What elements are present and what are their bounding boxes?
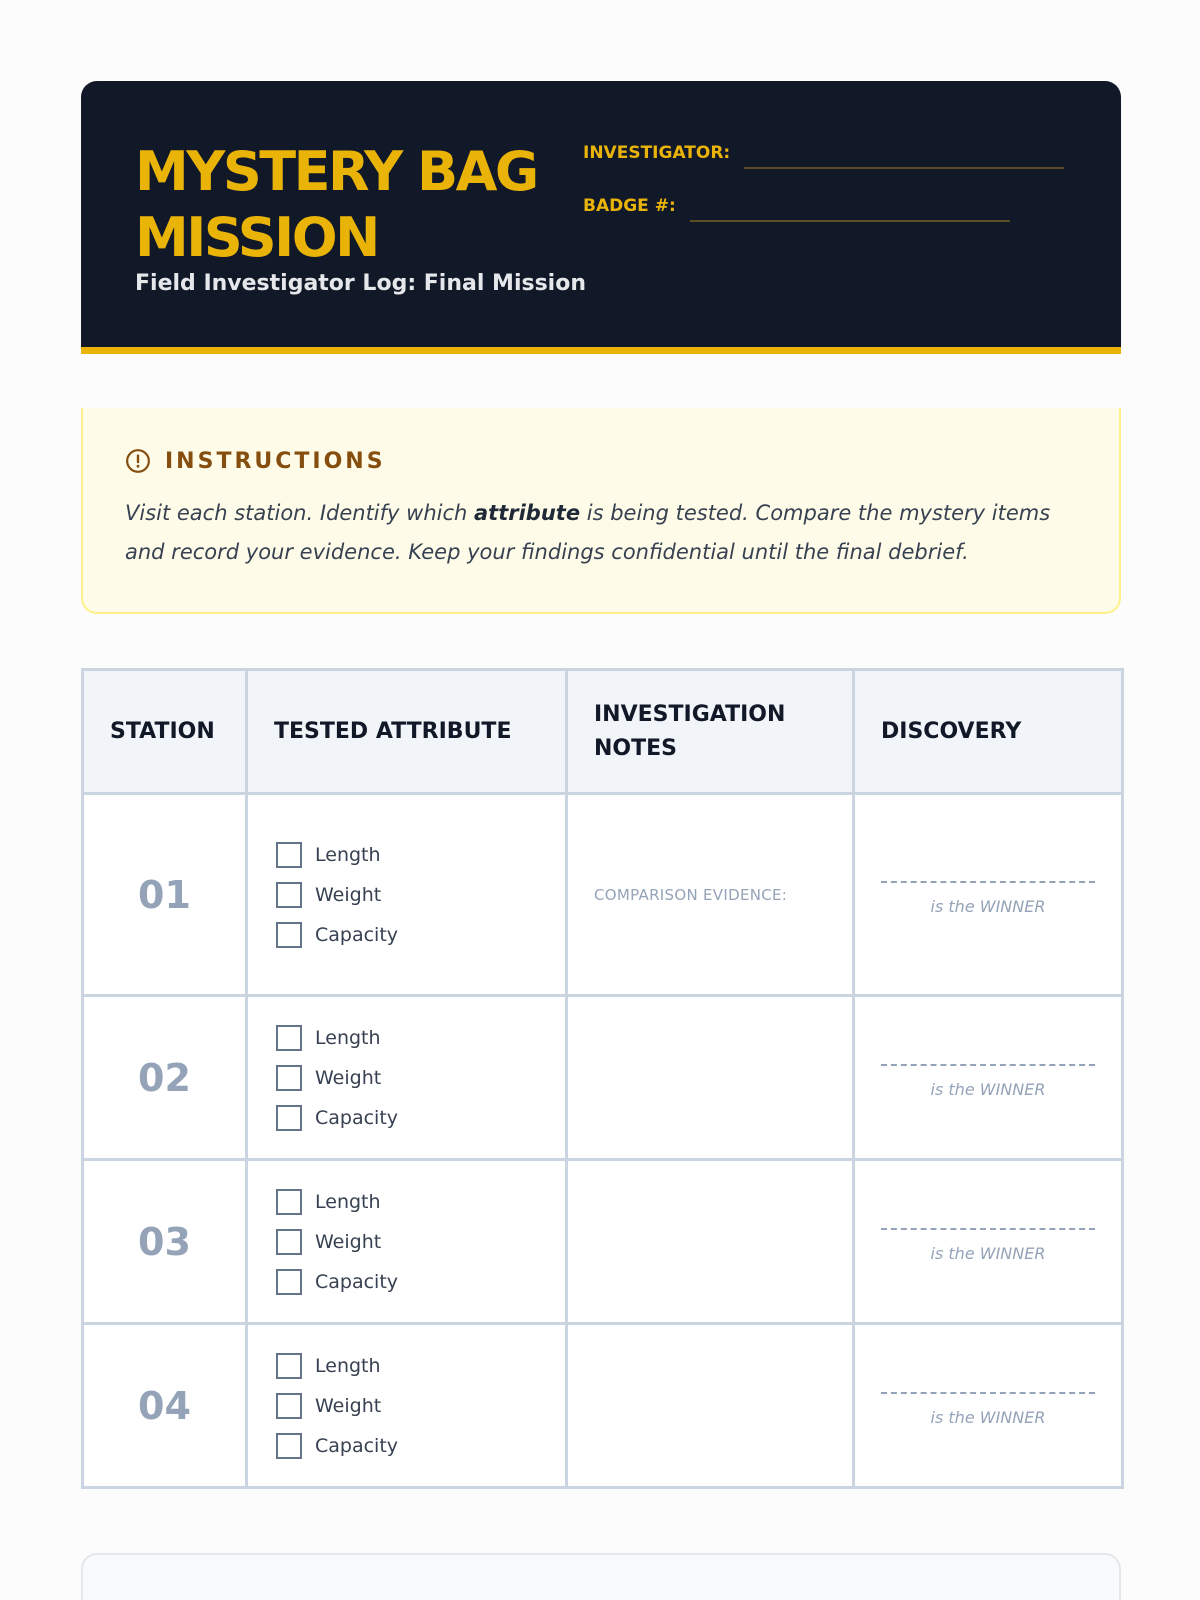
header-station: STATION xyxy=(83,670,247,794)
instructions-text-bold: attribute xyxy=(474,501,581,525)
option-label: Capacity xyxy=(315,1270,399,1293)
attribute-options xyxy=(247,1160,567,1324)
attribute-option-length[interactable] xyxy=(276,835,564,875)
winner-caption: is the WINNER xyxy=(930,897,1046,916)
station-log-table xyxy=(81,668,1124,1489)
table-row xyxy=(83,1160,1123,1324)
table-row xyxy=(83,794,1123,996)
discovery-cell xyxy=(854,996,1123,1160)
weight-checkbox[interactable] xyxy=(276,882,302,908)
instructions-heading-row xyxy=(125,448,386,474)
station-number: 03 xyxy=(83,1160,247,1324)
weight-checkbox[interactable] xyxy=(276,1393,302,1419)
notes-cell[interactable] xyxy=(567,996,854,1160)
capacity-checkbox[interactable] xyxy=(276,1105,302,1131)
attribute-option-weight[interactable] xyxy=(276,1222,564,1262)
option-label: Capacity xyxy=(315,1434,399,1457)
option-label: Weight xyxy=(315,1230,382,1253)
header-investigation-notes: INVESTIGATION NOTES xyxy=(567,670,854,794)
header-tested-attribute: TESTED ATTRIBUTE xyxy=(247,670,567,794)
attribute-option-length[interactable] xyxy=(276,1182,564,1222)
length-checkbox[interactable] xyxy=(276,1189,302,1215)
option-label: Weight xyxy=(315,883,382,906)
option-label: Length xyxy=(315,1026,381,1049)
alert-circle-icon xyxy=(125,448,151,474)
attribute-option-capacity[interactable] xyxy=(276,1098,564,1138)
option-label: Length xyxy=(315,1354,381,1377)
winner-write-line[interactable] xyxy=(881,1228,1095,1230)
investigator-field xyxy=(583,143,1064,163)
instructions-heading: INSTRUCTIONS xyxy=(165,448,386,474)
mission-title: MYSTERY BAG MISSION xyxy=(135,140,537,269)
notes-cell[interactable] xyxy=(567,1324,854,1488)
attribute-option-weight[interactable] xyxy=(276,1058,564,1098)
winner-write-line[interactable] xyxy=(881,1064,1095,1066)
length-checkbox[interactable] xyxy=(276,842,302,868)
winner-caption: is the WINNER xyxy=(930,1244,1046,1263)
badge-field xyxy=(583,196,1010,216)
discovery-cell xyxy=(854,1324,1123,1488)
attribute-options xyxy=(247,794,567,996)
attribute-option-capacity[interactable] xyxy=(276,915,564,955)
header-discovery: DISCOVERY xyxy=(854,670,1123,794)
attribute-options xyxy=(247,1324,567,1488)
length-checkbox[interactable] xyxy=(276,1353,302,1379)
attribute-options xyxy=(247,996,567,1160)
investigator-label: INVESTIGATOR: xyxy=(583,143,731,163)
badge-input-line[interactable] xyxy=(690,220,1010,222)
length-checkbox[interactable] xyxy=(276,1025,302,1051)
instructions-text-after: is being tested. Compare the mystery items and record your evidence. Keep your findings confidential until the final debrief. xyxy=(125,501,1051,564)
table-header-row xyxy=(83,670,1123,794)
capacity-checkbox[interactable] xyxy=(276,1433,302,1459)
discovery-cell xyxy=(854,1160,1123,1324)
attribute-option-capacity[interactable] xyxy=(276,1426,564,1466)
winner-write-line[interactable] xyxy=(881,1392,1095,1394)
option-label: Capacity xyxy=(315,923,399,946)
instructions-box xyxy=(81,408,1121,614)
investigator-input-line[interactable] xyxy=(744,167,1064,169)
winner-write-line[interactable] xyxy=(881,881,1095,883)
winner-caption: is the WINNER xyxy=(930,1080,1046,1099)
weight-checkbox[interactable] xyxy=(276,1065,302,1091)
capacity-checkbox[interactable] xyxy=(276,1269,302,1295)
mission-header xyxy=(81,81,1121,354)
attribute-option-length[interactable] xyxy=(276,1346,564,1386)
attribute-option-length[interactable] xyxy=(276,1018,564,1058)
next-section-card xyxy=(81,1553,1121,1600)
option-label: Length xyxy=(315,843,381,866)
badge-label: BADGE #: xyxy=(583,196,676,216)
winner-caption: is the WINNER xyxy=(930,1408,1046,1427)
option-label: Length xyxy=(315,1190,381,1213)
instructions-text-before: Visit each station. Identify which xyxy=(125,501,474,525)
capacity-checkbox[interactable] xyxy=(276,922,302,948)
station-number: 02 xyxy=(83,996,247,1160)
mission-subtitle: Field Investigator Log: Final Mission xyxy=(135,271,586,296)
instructions-text xyxy=(125,494,1085,572)
discovery-cell xyxy=(854,794,1123,996)
comparison-evidence-label: COMPARISON EVIDENCE: xyxy=(594,885,788,904)
notes-cell[interactable] xyxy=(567,794,854,996)
station-number: 01 xyxy=(83,794,247,996)
notes-cell[interactable] xyxy=(567,1160,854,1324)
table-row xyxy=(83,996,1123,1160)
option-label: Capacity xyxy=(315,1106,399,1129)
station-number: 04 xyxy=(83,1324,247,1488)
weight-checkbox[interactable] xyxy=(276,1229,302,1255)
attribute-option-weight[interactable] xyxy=(276,1386,564,1426)
option-label: Weight xyxy=(315,1394,382,1417)
option-label: Weight xyxy=(315,1066,382,1089)
attribute-option-weight[interactable] xyxy=(276,875,564,915)
attribute-option-capacity[interactable] xyxy=(276,1262,564,1302)
table-row xyxy=(83,1324,1123,1488)
